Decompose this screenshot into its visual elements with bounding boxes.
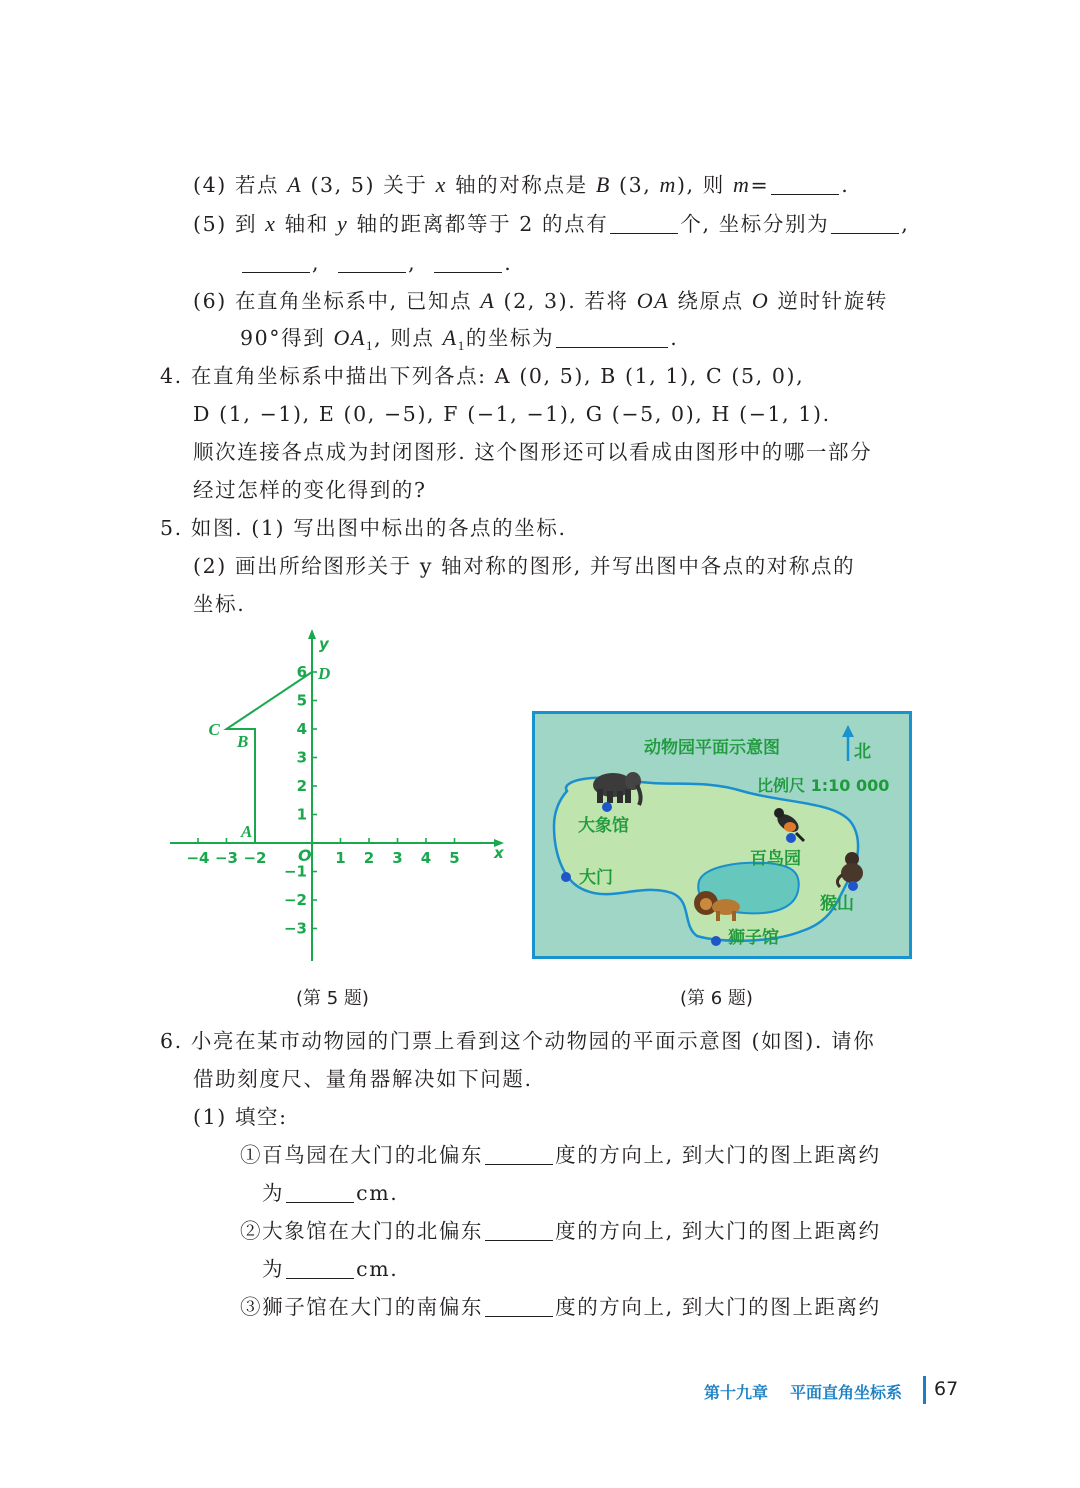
answer-blank[interactable] (556, 327, 668, 348)
subscript: 1 (365, 338, 375, 353)
ticks (186, 663, 459, 938)
text: ②大象馆在大门的北偏东 (240, 1219, 484, 1243)
y-tick-label: −2 (283, 891, 307, 909)
text: . (670, 326, 679, 350)
gate-label: 大门 (579, 868, 613, 888)
problem-4-line2: D (1, −1), E (0, −5), F (−1, −1), G (−5, 0), H (−1, 1). (193, 402, 831, 426)
map-title: 动物园平面示意图 (644, 738, 780, 758)
text: 个, 坐标分别为 (680, 212, 830, 236)
answer-blank[interactable] (286, 1182, 354, 1203)
subscript: 1 (457, 338, 466, 353)
sub-question-2-line2 (262, 1256, 398, 1282)
text: 的坐标为 (465, 326, 555, 350)
y-tick-label: 4 (296, 720, 307, 738)
text: 为 (262, 1181, 285, 1205)
answer-blank[interactable] (485, 1296, 553, 1317)
text: , (312, 251, 321, 275)
birds-label: 百鸟园 (750, 849, 801, 869)
map-scale: 比例尺 1:10 000 (757, 776, 890, 795)
answer-blank[interactable] (831, 213, 899, 234)
x-tick-label: −2 (243, 849, 267, 867)
text: 90°得到 (240, 326, 334, 350)
text: ③狮子馆在大门的南偏东 (240, 1295, 484, 1319)
monkey-label: 猴山 (820, 894, 854, 914)
x-tick-label: 1 (335, 849, 346, 867)
y-tick-label: 2 (296, 777, 307, 795)
x-tick-label: 5 (449, 849, 460, 867)
lion-dot (711, 936, 721, 946)
y-axis-label: y (319, 635, 329, 653)
page-number: 67 (934, 1378, 959, 1400)
text: . (841, 173, 850, 197)
y-tick-label: 6 (296, 663, 307, 681)
problem-6-line2: 借助刻度尺、量角器解决如下问题. (193, 1067, 533, 1091)
x-axis-label: x (494, 844, 504, 862)
text: 为 (262, 1257, 285, 1281)
caption-figure-5: (第 5 题) (296, 988, 369, 1009)
x-tick-label: 3 (392, 849, 403, 867)
text: (3, 5) 关于 (302, 173, 436, 197)
point-label-b: B (237, 732, 249, 751)
answer-blank[interactable] (434, 252, 502, 273)
problem-4-line3: 顺次连接各点成为封闭图形. 这个图形还可以看成由图形中的哪一部分 (193, 440, 873, 464)
text: 绕原点 (669, 289, 752, 313)
footer-chapter: 第十九章 (704, 1383, 769, 1402)
text: = (750, 173, 770, 197)
caption-figure-6: (第 6 题) (680, 988, 753, 1009)
var: OA (333, 325, 366, 350)
north-label: 北 (854, 742, 871, 762)
text: 轴的对称点是 (446, 173, 596, 197)
problem-5-line1: 5. 如图. (1) 写出图中标出的各点的坐标. (160, 516, 567, 540)
var: m (659, 172, 677, 197)
point-label-c: C (208, 720, 220, 739)
var: A (442, 325, 458, 350)
text: (3, (610, 173, 660, 197)
y-tick-label: 3 (296, 748, 307, 767)
problem-5-line3: 坐标. (193, 592, 246, 616)
question-6-line1 (193, 288, 888, 314)
var: x (435, 172, 447, 197)
sub-question-2-line1 (240, 1218, 881, 1244)
var: OA (636, 288, 670, 313)
sub-question-1-line2 (262, 1180, 398, 1206)
text: ①百鸟园在大门的北偏东 (240, 1143, 484, 1167)
text: (4) 若点 (193, 173, 288, 197)
text: 轴和 (276, 212, 337, 236)
point-label-d: D (318, 664, 331, 683)
birds-dot (786, 833, 796, 843)
var: A (287, 172, 303, 197)
answer-blank[interactable] (771, 174, 839, 195)
problem-6-line3: (1) 填空: (193, 1105, 288, 1129)
text: . (504, 251, 513, 275)
figure-5-coordinate-plot (160, 625, 520, 970)
x-tick-label: −4 (186, 849, 210, 867)
answer-blank[interactable] (610, 213, 678, 234)
question-5-line1 (193, 211, 909, 237)
var: B (595, 172, 611, 197)
var: m (733, 172, 751, 197)
text: ), 则 (676, 173, 733, 197)
text: 度的方向上, 到大门的图上距离约 (555, 1219, 881, 1243)
var: y (336, 211, 349, 236)
answer-blank[interactable] (338, 252, 406, 273)
answer-blank[interactable] (485, 1144, 553, 1165)
point-label-a: A (241, 822, 253, 841)
question-5-line2 (240, 250, 512, 276)
text: (5) 到 (193, 212, 266, 236)
text: (2, 3). 若将 (495, 289, 637, 313)
answer-blank[interactable] (242, 252, 310, 273)
var: O (751, 288, 770, 313)
problem-4-line1: 4. 在直角坐标系中描出下列各点: A (0, 5), B (1, 1), C (5, 0), (160, 364, 805, 388)
text: cm. (356, 1257, 399, 1281)
answer-blank[interactable] (485, 1220, 553, 1241)
problem-5-line2: (2) 画出所给图形关于 y 轴对称的图形, 并写出图中各点的对称点的 (193, 554, 856, 578)
elephant-dot (602, 802, 612, 812)
text: (6) 在直角坐标系中, 已知点 (193, 289, 481, 313)
text: cm. (356, 1181, 399, 1205)
answer-blank[interactable] (286, 1258, 354, 1279)
text: , (901, 212, 910, 236)
question-4 (193, 172, 849, 198)
text: 轴的距离都等于 2 的点有 (348, 212, 609, 236)
labels (209, 635, 506, 865)
var: A (480, 288, 496, 313)
text: 逆时针旋转 (769, 289, 888, 313)
sub-question-1-line1 (240, 1142, 881, 1168)
axes (170, 629, 504, 961)
text: , (408, 251, 417, 275)
text: 度的方向上, 到大门的图上距离约 (555, 1143, 881, 1167)
footer-title: 平面直角坐标系 (790, 1383, 903, 1402)
y-axis-arrow (308, 629, 316, 639)
y-tick-label: 1 (296, 805, 307, 824)
monkey-dot (848, 881, 858, 891)
y-tick-label: 5 (296, 691, 307, 710)
text: , 则点 (374, 326, 443, 350)
origin-label: O (298, 846, 312, 865)
problem-6-line1: 6. 小亮在某市动物园的门票上看到这个动物园的平面示意图 (如图). 请你 (160, 1029, 876, 1053)
x-tick-label: 2 (363, 849, 375, 867)
figure-6-zoo-map (532, 711, 912, 959)
elephant-label: 大象馆 (578, 816, 629, 836)
problem-4-line4: 经过怎样的变化得到的? (193, 478, 427, 502)
question-6-line2 (240, 325, 678, 354)
sub-question-3-line1 (240, 1294, 881, 1320)
lion-label: 狮子馆 (728, 928, 779, 948)
x-tick-label: 4 (420, 849, 432, 867)
footer-divider (923, 1376, 926, 1404)
var: x (265, 211, 277, 236)
gate-dot (561, 872, 571, 882)
y-tick-label: −3 (283, 919, 307, 938)
text: 度的方向上, 到大门的图上距离约 (555, 1295, 881, 1319)
y-tick-label: −1 (283, 862, 307, 881)
x-tick-label: −3 (214, 849, 239, 867)
